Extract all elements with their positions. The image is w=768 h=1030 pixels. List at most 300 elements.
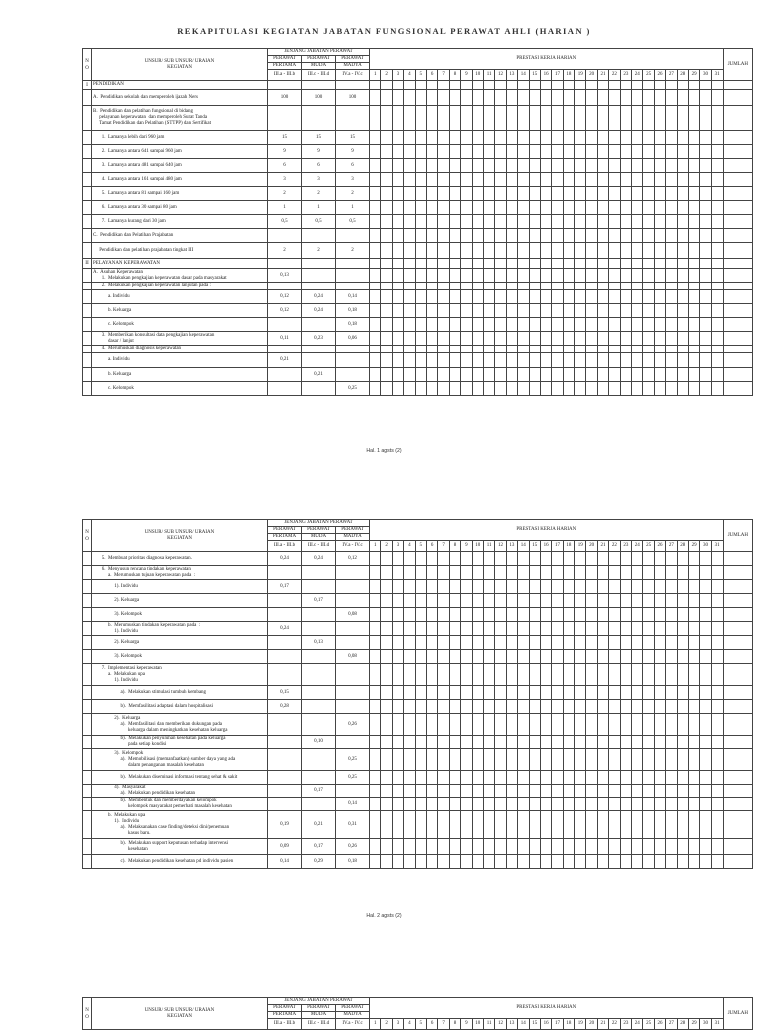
day-cell[interactable]	[654, 686, 665, 700]
day-cell[interactable]	[404, 173, 415, 187]
day-cell[interactable]	[700, 187, 711, 201]
day-cell[interactable]	[586, 811, 597, 839]
day-cell[interactable]	[586, 318, 597, 332]
day-cell[interactable]	[586, 159, 597, 173]
day-cell[interactable]	[540, 580, 551, 594]
day-cell[interactable]	[438, 714, 449, 736]
day-cell[interactable]	[415, 566, 426, 580]
day-cell[interactable]	[643, 650, 654, 664]
day-cell[interactable]	[552, 145, 563, 159]
day-cell[interactable]	[518, 269, 529, 283]
day-cell[interactable]	[461, 332, 472, 346]
day-cell[interactable]	[620, 318, 631, 332]
day-cell[interactable]	[370, 346, 381, 353]
day-cell[interactable]	[370, 566, 381, 580]
jumlah-cell[interactable]	[723, 332, 753, 346]
day-cell[interactable]	[483, 714, 494, 736]
jumlah-cell[interactable]	[723, 798, 753, 811]
day-cell[interactable]	[563, 749, 574, 771]
day-cell[interactable]	[677, 81, 688, 90]
day-cell[interactable]	[438, 368, 449, 382]
day-cell[interactable]	[711, 159, 723, 173]
day-cell[interactable]	[426, 664, 437, 686]
day-cell[interactable]	[529, 622, 540, 636]
day-cell[interactable]	[461, 201, 472, 215]
day-cell[interactable]	[632, 201, 643, 215]
day-cell[interactable]	[677, 145, 688, 159]
day-cell[interactable]	[483, 283, 494, 290]
day-cell[interactable]	[483, 382, 494, 396]
day-cell[interactable]	[552, 90, 563, 106]
day-cell[interactable]	[370, 106, 381, 131]
day-cell[interactable]	[461, 145, 472, 159]
day-cell[interactable]	[518, 771, 529, 785]
day-cell[interactable]	[495, 201, 506, 215]
day-cell[interactable]	[575, 173, 586, 187]
day-cell[interactable]	[438, 187, 449, 201]
day-cell[interactable]	[415, 290, 426, 304]
day-cell[interactable]	[609, 798, 620, 811]
day-cell[interactable]	[620, 81, 631, 90]
day-cell[interactable]	[575, 368, 586, 382]
day-cell[interactable]	[529, 785, 540, 798]
day-cell[interactable]	[483, 798, 494, 811]
day-cell[interactable]	[506, 552, 517, 566]
day-cell[interactable]	[483, 90, 494, 106]
day-cell[interactable]	[370, 785, 381, 798]
day-cell[interactable]	[711, 714, 723, 736]
day-cell[interactable]	[483, 131, 494, 145]
day-cell[interactable]	[518, 664, 529, 686]
day-cell[interactable]	[415, 736, 426, 749]
day-cell[interactable]	[518, 622, 529, 636]
day-cell[interactable]	[370, 81, 381, 90]
day-cell[interactable]	[632, 353, 643, 368]
day-cell[interactable]	[495, 173, 506, 187]
day-cell[interactable]	[563, 346, 574, 353]
day-cell[interactable]	[643, 106, 654, 131]
day-cell[interactable]	[586, 81, 597, 90]
day-cell[interactable]	[438, 811, 449, 839]
day-cell[interactable]	[609, 736, 620, 749]
day-cell[interactable]	[597, 353, 608, 368]
day-cell[interactable]	[711, 290, 723, 304]
day-cell[interactable]	[688, 785, 699, 798]
day-cell[interactable]	[483, 106, 494, 131]
day-cell[interactable]	[415, 332, 426, 346]
day-cell[interactable]	[654, 106, 665, 131]
day-cell[interactable]	[381, 201, 392, 215]
day-cell[interactable]	[711, 622, 723, 636]
day-cell[interactable]	[404, 304, 415, 318]
day-cell[interactable]	[518, 346, 529, 353]
day-cell[interactable]	[711, 229, 723, 243]
day-cell[interactable]	[620, 736, 631, 749]
day-cell[interactable]	[381, 650, 392, 664]
day-cell[interactable]	[438, 636, 449, 650]
day-cell[interactable]	[495, 622, 506, 636]
day-cell[interactable]	[438, 81, 449, 90]
day-cell[interactable]	[711, 201, 723, 215]
day-cell[interactable]	[506, 749, 517, 771]
day-cell[interactable]	[540, 636, 551, 650]
day-cell[interactable]	[688, 636, 699, 650]
day-cell[interactable]	[426, 798, 437, 811]
day-cell[interactable]	[426, 382, 437, 396]
day-cell[interactable]	[381, 636, 392, 650]
day-cell[interactable]	[597, 608, 608, 622]
day-cell[interactable]	[620, 855, 631, 869]
day-cell[interactable]	[461, 90, 472, 106]
day-cell[interactable]	[529, 318, 540, 332]
day-cell[interactable]	[461, 382, 472, 396]
day-cell[interactable]	[620, 368, 631, 382]
day-cell[interactable]	[563, 594, 574, 608]
day-cell[interactable]	[711, 552, 723, 566]
day-cell[interactable]	[688, 90, 699, 106]
day-cell[interactable]	[643, 269, 654, 283]
day-cell[interactable]	[392, 594, 403, 608]
day-cell[interactable]	[370, 243, 381, 259]
day-cell[interactable]	[688, 552, 699, 566]
day-cell[interactable]	[643, 771, 654, 785]
day-cell[interactable]	[518, 798, 529, 811]
day-cell[interactable]	[529, 304, 540, 318]
day-cell[interactable]	[609, 749, 620, 771]
day-cell[interactable]	[552, 580, 563, 594]
day-cell[interactable]	[586, 622, 597, 636]
day-cell[interactable]	[540, 839, 551, 855]
day-cell[interactable]	[438, 382, 449, 396]
day-cell[interactable]	[666, 771, 677, 785]
day-cell[interactable]	[392, 798, 403, 811]
day-cell[interactable]	[666, 686, 677, 700]
day-cell[interactable]	[700, 159, 711, 173]
day-cell[interactable]	[654, 608, 665, 622]
day-cell[interactable]	[404, 636, 415, 650]
day-cell[interactable]	[643, 664, 654, 686]
day-cell[interactable]	[597, 785, 608, 798]
day-cell[interactable]	[552, 650, 563, 664]
day-cell[interactable]	[518, 187, 529, 201]
day-cell[interactable]	[540, 686, 551, 700]
day-cell[interactable]	[552, 304, 563, 318]
day-cell[interactable]	[552, 106, 563, 131]
day-cell[interactable]	[677, 259, 688, 269]
day-cell[interactable]	[495, 290, 506, 304]
day-cell[interactable]	[654, 145, 665, 159]
day-cell[interactable]	[609, 229, 620, 243]
jumlah-cell[interactable]	[723, 566, 753, 580]
day-cell[interactable]	[426, 346, 437, 353]
day-cell[interactable]	[540, 798, 551, 811]
day-cell[interactable]	[370, 798, 381, 811]
day-cell[interactable]	[426, 771, 437, 785]
day-cell[interactable]	[677, 580, 688, 594]
day-cell[interactable]	[415, 700, 426, 714]
day-cell[interactable]	[483, 259, 494, 269]
day-cell[interactable]	[688, 664, 699, 686]
day-cell[interactable]	[449, 714, 460, 736]
day-cell[interactable]	[529, 736, 540, 749]
day-cell[interactable]	[415, 159, 426, 173]
day-cell[interactable]	[609, 622, 620, 636]
day-cell[interactable]	[597, 798, 608, 811]
day-cell[interactable]	[643, 811, 654, 839]
day-cell[interactable]	[586, 269, 597, 283]
day-cell[interactable]	[666, 839, 677, 855]
day-cell[interactable]	[483, 566, 494, 580]
day-cell[interactable]	[575, 785, 586, 798]
day-cell[interactable]	[620, 353, 631, 368]
day-cell[interactable]	[483, 318, 494, 332]
day-cell[interactable]	[688, 269, 699, 283]
day-cell[interactable]	[449, 736, 460, 749]
day-cell[interactable]	[620, 622, 631, 636]
day-cell[interactable]	[688, 839, 699, 855]
day-cell[interactable]	[506, 353, 517, 368]
day-cell[interactable]	[597, 173, 608, 187]
day-cell[interactable]	[438, 353, 449, 368]
day-cell[interactable]	[666, 580, 677, 594]
day-cell[interactable]	[392, 686, 403, 700]
day-cell[interactable]	[449, 201, 460, 215]
day-cell[interactable]	[449, 686, 460, 700]
day-cell[interactable]	[404, 664, 415, 686]
day-cell[interactable]	[426, 566, 437, 580]
day-cell[interactable]	[643, 131, 654, 145]
day-cell[interactable]	[392, 145, 403, 159]
day-cell[interactable]	[438, 201, 449, 215]
day-cell[interactable]	[370, 736, 381, 749]
day-cell[interactable]	[552, 382, 563, 396]
day-cell[interactable]	[654, 382, 665, 396]
day-cell[interactable]	[404, 736, 415, 749]
day-cell[interactable]	[575, 811, 586, 839]
day-cell[interactable]	[392, 736, 403, 749]
day-cell[interactable]	[643, 215, 654, 229]
day-cell[interactable]	[643, 714, 654, 736]
day-cell[interactable]	[529, 229, 540, 243]
day-cell[interactable]	[666, 269, 677, 283]
day-cell[interactable]	[506, 131, 517, 145]
day-cell[interactable]	[426, 318, 437, 332]
day-cell[interactable]	[666, 159, 677, 173]
day-cell[interactable]	[666, 259, 677, 269]
day-cell[interactable]	[711, 173, 723, 187]
day-cell[interactable]	[529, 90, 540, 106]
day-cell[interactable]	[677, 855, 688, 869]
day-cell[interactable]	[643, 159, 654, 173]
day-cell[interactable]	[461, 283, 472, 290]
day-cell[interactable]	[438, 159, 449, 173]
day-cell[interactable]	[506, 283, 517, 290]
day-cell[interactable]	[643, 187, 654, 201]
day-cell[interactable]	[609, 714, 620, 736]
day-cell[interactable]	[438, 318, 449, 332]
day-cell[interactable]	[552, 187, 563, 201]
day-cell[interactable]	[449, 215, 460, 229]
day-cell[interactable]	[392, 664, 403, 686]
day-cell[interactable]	[540, 650, 551, 664]
day-cell[interactable]	[426, 700, 437, 714]
day-cell[interactable]	[700, 243, 711, 259]
day-cell[interactable]	[575, 714, 586, 736]
day-cell[interactable]	[506, 187, 517, 201]
day-cell[interactable]	[495, 855, 506, 869]
day-cell[interactable]	[426, 353, 437, 368]
day-cell[interactable]	[506, 785, 517, 798]
day-cell[interactable]	[370, 622, 381, 636]
day-cell[interactable]	[392, 700, 403, 714]
day-cell[interactable]	[426, 269, 437, 283]
day-cell[interactable]	[461, 686, 472, 700]
jumlah-cell[interactable]	[723, 785, 753, 798]
day-cell[interactable]	[597, 201, 608, 215]
day-cell[interactable]	[643, 346, 654, 353]
day-cell[interactable]	[552, 290, 563, 304]
day-cell[interactable]	[552, 159, 563, 173]
day-cell[interactable]	[700, 749, 711, 771]
day-cell[interactable]	[415, 269, 426, 283]
day-cell[interactable]	[415, 318, 426, 332]
day-cell[interactable]	[677, 368, 688, 382]
day-cell[interactable]	[654, 771, 665, 785]
day-cell[interactable]	[529, 269, 540, 283]
jumlah-cell[interactable]	[723, 229, 753, 243]
day-cell[interactable]	[461, 664, 472, 686]
day-cell[interactable]	[518, 283, 529, 290]
day-cell[interactable]	[483, 201, 494, 215]
day-cell[interactable]	[654, 353, 665, 368]
day-cell[interactable]	[620, 580, 631, 594]
day-cell[interactable]	[506, 622, 517, 636]
day-cell[interactable]	[518, 749, 529, 771]
day-cell[interactable]	[666, 187, 677, 201]
jumlah-cell[interactable]	[723, 839, 753, 855]
day-cell[interactable]	[506, 636, 517, 650]
day-cell[interactable]	[461, 839, 472, 855]
jumlah-cell[interactable]	[723, 855, 753, 869]
day-cell[interactable]	[677, 839, 688, 855]
day-cell[interactable]	[677, 622, 688, 636]
day-cell[interactable]	[620, 131, 631, 145]
day-cell[interactable]	[518, 159, 529, 173]
day-cell[interactable]	[506, 269, 517, 283]
day-cell[interactable]	[472, 215, 483, 229]
day-cell[interactable]	[711, 771, 723, 785]
day-cell[interactable]	[609, 346, 620, 353]
day-cell[interactable]	[597, 811, 608, 839]
day-cell[interactable]	[540, 290, 551, 304]
day-cell[interactable]	[483, 749, 494, 771]
day-cell[interactable]	[700, 650, 711, 664]
day-cell[interactable]	[495, 243, 506, 259]
day-cell[interactable]	[677, 664, 688, 686]
day-cell[interactable]	[575, 798, 586, 811]
day-cell[interactable]	[620, 173, 631, 187]
jumlah-cell[interactable]	[723, 714, 753, 736]
day-cell[interactable]	[495, 318, 506, 332]
day-cell[interactable]	[677, 283, 688, 290]
day-cell[interactable]	[666, 283, 677, 290]
day-cell[interactable]	[643, 283, 654, 290]
day-cell[interactable]	[666, 304, 677, 318]
day-cell[interactable]	[461, 346, 472, 353]
day-cell[interactable]	[609, 318, 620, 332]
day-cell[interactable]	[540, 566, 551, 580]
day-cell[interactable]	[392, 811, 403, 839]
day-cell[interactable]	[415, 636, 426, 650]
day-cell[interactable]	[461, 290, 472, 304]
day-cell[interactable]	[461, 215, 472, 229]
day-cell[interactable]	[495, 81, 506, 90]
day-cell[interactable]	[438, 290, 449, 304]
day-cell[interactable]	[404, 714, 415, 736]
day-cell[interactable]	[404, 382, 415, 396]
day-cell[interactable]	[620, 90, 631, 106]
day-cell[interactable]	[449, 771, 460, 785]
day-cell[interactable]	[495, 580, 506, 594]
day-cell[interactable]	[563, 855, 574, 869]
day-cell[interactable]	[518, 106, 529, 131]
day-cell[interactable]	[586, 686, 597, 700]
day-cell[interactable]	[370, 608, 381, 622]
day-cell[interactable]	[483, 839, 494, 855]
day-cell[interactable]	[552, 664, 563, 686]
day-cell[interactable]	[632, 290, 643, 304]
day-cell[interactable]	[586, 283, 597, 290]
day-cell[interactable]	[563, 353, 574, 368]
day-cell[interactable]	[426, 736, 437, 749]
day-cell[interactable]	[415, 855, 426, 869]
day-cell[interactable]	[483, 187, 494, 201]
day-cell[interactable]	[700, 839, 711, 855]
day-cell[interactable]	[620, 283, 631, 290]
day-cell[interactable]	[552, 243, 563, 259]
day-cell[interactable]	[552, 552, 563, 566]
day-cell[interactable]	[415, 215, 426, 229]
day-cell[interactable]	[392, 566, 403, 580]
day-cell[interactable]	[529, 215, 540, 229]
day-cell[interactable]	[506, 201, 517, 215]
day-cell[interactable]	[370, 318, 381, 332]
day-cell[interactable]	[438, 229, 449, 243]
day-cell[interactable]	[586, 798, 597, 811]
day-cell[interactable]	[643, 368, 654, 382]
day-cell[interactable]	[506, 290, 517, 304]
day-cell[interactable]	[472, 353, 483, 368]
day-cell[interactable]	[711, 346, 723, 353]
jumlah-cell[interactable]	[723, 650, 753, 664]
jumlah-cell[interactable]	[723, 368, 753, 382]
day-cell[interactable]	[461, 269, 472, 283]
day-cell[interactable]	[643, 785, 654, 798]
day-cell[interactable]	[540, 382, 551, 396]
day-cell[interactable]	[563, 173, 574, 187]
day-cell[interactable]	[483, 855, 494, 869]
day-cell[interactable]	[529, 700, 540, 714]
day-cell[interactable]	[575, 608, 586, 622]
jumlah-cell[interactable]	[723, 636, 753, 650]
day-cell[interactable]	[529, 201, 540, 215]
day-cell[interactable]	[461, 173, 472, 187]
day-cell[interactable]	[575, 159, 586, 173]
day-cell[interactable]	[700, 283, 711, 290]
day-cell[interactable]	[597, 580, 608, 594]
day-cell[interactable]	[700, 798, 711, 811]
day-cell[interactable]	[552, 855, 563, 869]
